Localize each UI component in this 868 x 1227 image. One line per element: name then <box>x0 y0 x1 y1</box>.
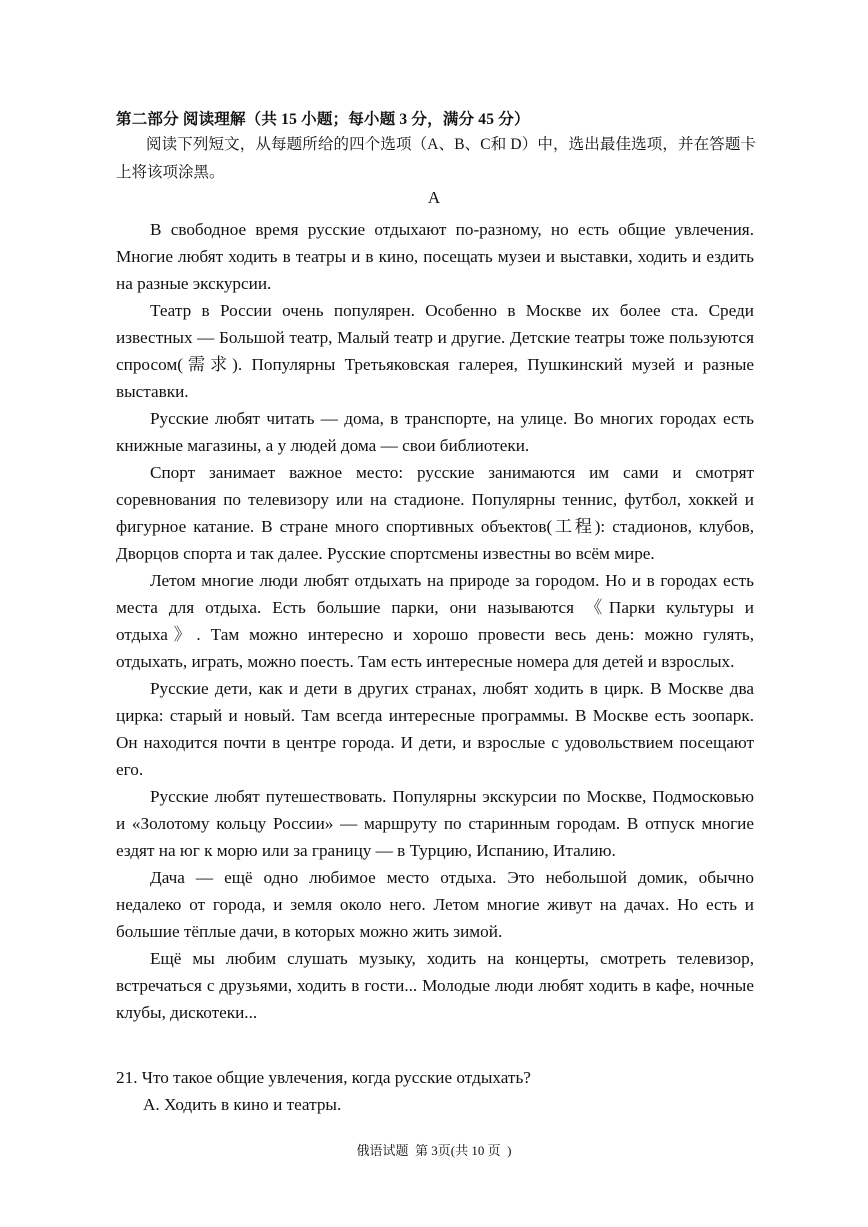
question-21: 21. Что такое общие увлечения, когда русские отдыхать? <box>116 1068 531 1087</box>
passage-paragraph: Русские дети, как и дети в других странах, любят ходить в цирк. В Москве два цирка: старый и новый. Там всегда интересные программы. В Москве есть зоопарк. Он находится почти в центре города. И дети, и взрослые с удовольствием посещают его. <box>116 679 754 779</box>
section-heading: 第二部分 阅读理解（共 15 小题；每小题 3 分，满分 45 分） <box>116 111 530 128</box>
passage-paragraph: Театр в России очень популярен. Особенно в Москве их более ста. Среди известных — Большой театр, Малый театр и другие. Детские театры тоже пользуются спросом(需求). Популярны Третьяковская галерея, Пушкинский музей и разные выставки. <box>116 301 754 401</box>
passage-paragraph: Русские любят читать — дома, в транспорте, на улице. Во многих городах есть книжные магазины, а у людей дома — свои библиотеки. <box>116 409 754 455</box>
passage-paragraph: Спорт занимает важное место: русские занимаются им сами и смотрят соревнования по телевизору или на стадионе. Популярны теннис, футбол, хоккей и фигурное катание. В стране много спортивных объектов(工程): стадионов, клубов, Дворцов спорта и так далее. Русские спортсмены известны во всём мире. <box>116 463 754 563</box>
section-instructions: 阅读下列短文，从每题所给的四个选项（A、B、C和 D）中，选出最佳选项，并在答题卡上将该项涂黑。 <box>116 136 756 181</box>
passage-paragraph: Дача — ещё одно любимое место отдыха. Это небольшой домик, обычно недалеко от города, и земля около него. Летом многие живут на дачах. Но есть и большие тёплые дачи, в которых можно жить зимой. <box>116 868 754 941</box>
passage-paragraph: Летом многие люди любят отдыхать на природе за городом. Но и в городах есть места для отдыха. Есть большие парки, они называются 《Парки культуры и отдыха》. Там можно интересно и хорошо провести весь день: можно гулять, отдыхать, играть, можно поесть. Там есть интересные номера для детей и взрослых. <box>116 571 754 671</box>
page-footer: 俄语试题 第 3页(共 10 页 ) <box>356 1143 512 1158</box>
passage-paragraph: Ещё мы любим слушать музыку, ходить на концерты, смотреть телевизор, встречаться с друзьями, ходить в гости... Молодые люди любят ходить в кафе, ночные клубы, дискотеки... <box>116 949 754 1022</box>
passage-paragraph: В свободное время русские отдыхают по-разному, но есть общие увлечения. Многие любят ходить в театры и в кино, посещать музеи и выставки, ходить и ездить на разные экскурсии. <box>116 220 754 293</box>
passage-paragraph: Русские любят путешествовать. Популярны экскурсии по Москве, Подмосковью и «Золотому кольцу России» — маршруту по старинным городам. В отпуск многие ездят на юг к морю или за границу — в Турцию, Испанию, Италию. <box>116 787 754 860</box>
reading-passage <box>116 216 754 1026</box>
passage-letter: A <box>427 188 441 207</box>
question-21-option-a: A. Ходить в кино и театры. <box>143 1095 342 1114</box>
